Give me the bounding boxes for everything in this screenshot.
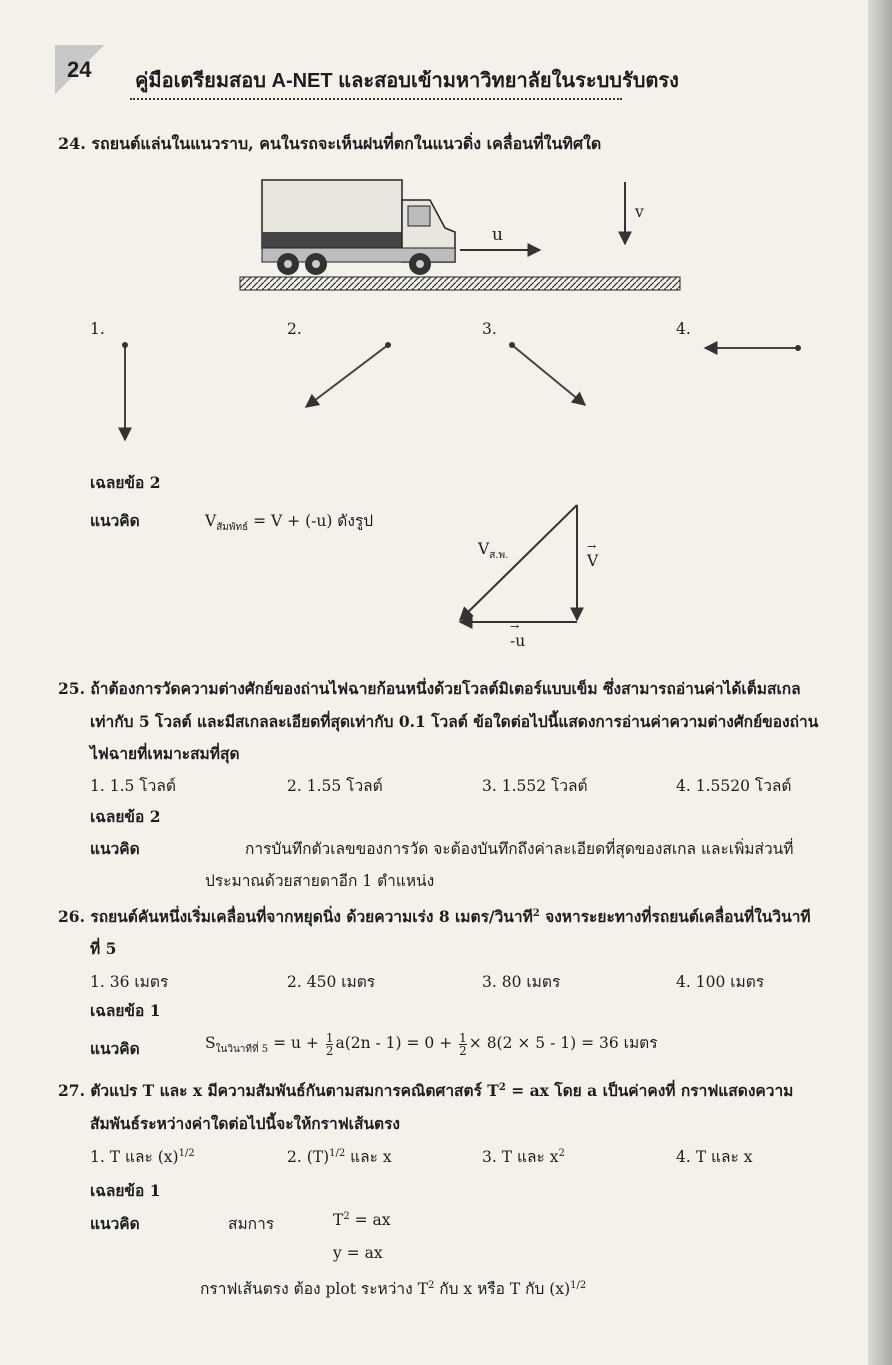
q25-line-3: ไฟฉายที่เหมาะสมที่สุด [90,744,240,763]
q26-line-1: 26. รถยนต์คันหนึ่งเริ่มเคลื่อนที่จากหยุดนิ่ง ด้วยความเร่ง 8 เมตร/วินาที$^2$ จงหาระยะทางที่รถยนต์เคลื่อนที่ในวินาที [58,907,811,926]
q25-concept-2: ประมาณด้วยสายตาอีก 1 ตำแหน่ง [205,872,435,890]
eq-rest: = V + (-u) ดังรูป [248,512,374,530]
eq-part-3: × 8(2 × 5 - 1) = 36 เมตร [468,1034,658,1052]
q24-option-3: 3. [482,320,497,338]
q26-option-4: 4. 100 เมตร [676,973,765,991]
q25-concept-1: การบันทึกตัวเลขของการวัด จะต้องบันทึกถึงค่าละเอียดที่สุดของสเกล และเพิ่มส่วนที่ [245,840,794,858]
q24-option-4: 4. [676,320,691,338]
q27-option-1: 1. T และ $(x)^{1/2}$ [90,1147,195,1166]
q26-concept-label: แนวคิด [90,1039,140,1058]
q25-answer: เฉลยข้อ 2 [90,807,161,826]
eq-s-sub: ในวินาทีที่ 5 [215,1044,269,1056]
q26-option-1: 1. 36 เมตร [90,973,169,991]
q27-option-4: 4. T และ x [676,1148,753,1166]
q26-line-2: ที่ 5 [90,939,117,958]
eq-part-2: a(2n - 1) = 0 + [335,1034,458,1052]
page-number: 24 [67,57,92,82]
q25-option-4: 4. 1.5520 โวลต์ [676,777,792,795]
ground [240,277,680,290]
q25-option-1: 1. 1.5 โวลต์ [90,777,176,795]
q24-answer: เฉลยข้อ 2 [90,473,161,492]
eq-sub: สัมพัทธ์ [216,522,249,534]
q27-option-3: 3. T และ $x^2$ [482,1147,565,1166]
option-2-arrow [306,345,388,407]
q27-answer: เฉลยข้อ 1 [90,1181,161,1200]
q27-eq-2: y = ax [333,1244,383,1262]
q24-equation [205,508,373,535]
q26-line-1a: 26. รถยนต์คันหนึ่งเริ่มเคลื่อนที่จากหยุดนิ่ง ด้วยความเร่ง 8 เมตร/วินาที [58,907,533,926]
q27-eq-1: $T^2$ = ax [333,1211,391,1230]
q27-line-1a: 27. ตัวแปร T และ x มีความสัมพันธ์กันตามสมการคณิตศาสตร์ T [58,1081,499,1100]
q25-option-2: 2. 1.55 โวลต์ [287,777,383,795]
eq-part-1: = u + [268,1034,324,1052]
q24-option-2: 2. [287,320,302,338]
fraction-half: $\frac{1}{2}$ [459,1030,467,1058]
truck-illustration [262,180,455,275]
q26-answer: เฉลยข้อ 1 [90,1001,161,1020]
q27-eq-label: สมการ [228,1215,275,1233]
fraction-half: $\frac{1}{2}$ [325,1030,334,1058]
q24-concept-label: แนวคิด [90,511,140,530]
q26-equation [205,1030,658,1057]
option-3-arrow [512,345,585,405]
q27-line-1b: = ax โดย a เป็นค่าคงที่ กราฟแสดงความ [505,1081,794,1100]
label-v: v [635,203,644,221]
q25-concept-label: แนวคิด [90,839,140,858]
triangle-label-v: → V [587,552,598,570]
vsp-sub: ส.พ. [489,550,509,562]
q25-line-2: เท่ากับ 5 โวลต์ และมีสเกลละเอียดที่สุดเท่ากับ 0.1 โวลต์ ข้อใดต่อไปนี้แสดงการอ่านค่าความต่างศักย์ของถ่าน [90,712,819,731]
eq-v: V [205,512,217,530]
q27-line-2: สัมพันธ์ระหว่างค่าใดต่อไปนี้จะให้กราฟเส้นตรง [90,1114,400,1133]
q27-final: กราฟเส้นตรง ต้อง plot ระหว่าง $T^2$ กับ x หรือ T กับ $(x)^{1/2}$ [200,1279,587,1298]
q25-option-3: 3. 1.552 โวลต์ [482,777,588,795]
q27-option-2: 2. $(T)^{1/2}$ และ x [287,1147,392,1166]
q27-concept-label: แนวคิด [90,1214,140,1233]
vsp: V [478,540,490,558]
q26-option-2: 2. 450 เมตร [287,973,376,991]
q25-line-1: 25. ถ้าต้องการวัดความต่างศักย์ของถ่านไฟฉายก้อนหนึ่งด้วยโวลต์มิเตอร์แบบเข็ม ซึ่งสามารถอ่านค่าได้เต็มสเกล [58,679,801,698]
label-u: u [492,225,503,245]
q26-line-1b: จงหาระยะทางที่รถยนต์เคลื่อนที่ในวินาที [539,907,811,926]
eq-s: S [205,1034,216,1052]
triangle-label-vsp [478,540,508,563]
q27-line-1: 27. ตัวแปร T และ x มีความสัมพันธ์กันตามสมการคณิตศาสตร์ $T^2$ = ax โดย a เป็นค่าคงที่ กราฟแสดงความ [58,1081,794,1100]
q24-question: 24. รถยนต์แล่นในแนวราบ, คนในรถจะเห็นฝนที่ตกในแนวดิ่ง เคลื่อนที่ในทิศใด [58,134,602,153]
header-title: คู่มือเตรียมสอบ A-NET และสอบเข้ามหาวิทยาลัยในระบบรับตรง [135,70,679,92]
q26-option-3: 3. 80 เมตร [482,973,561,991]
triangle-label-u: → -u [510,632,525,650]
q24-option-1: 1. [90,320,105,338]
